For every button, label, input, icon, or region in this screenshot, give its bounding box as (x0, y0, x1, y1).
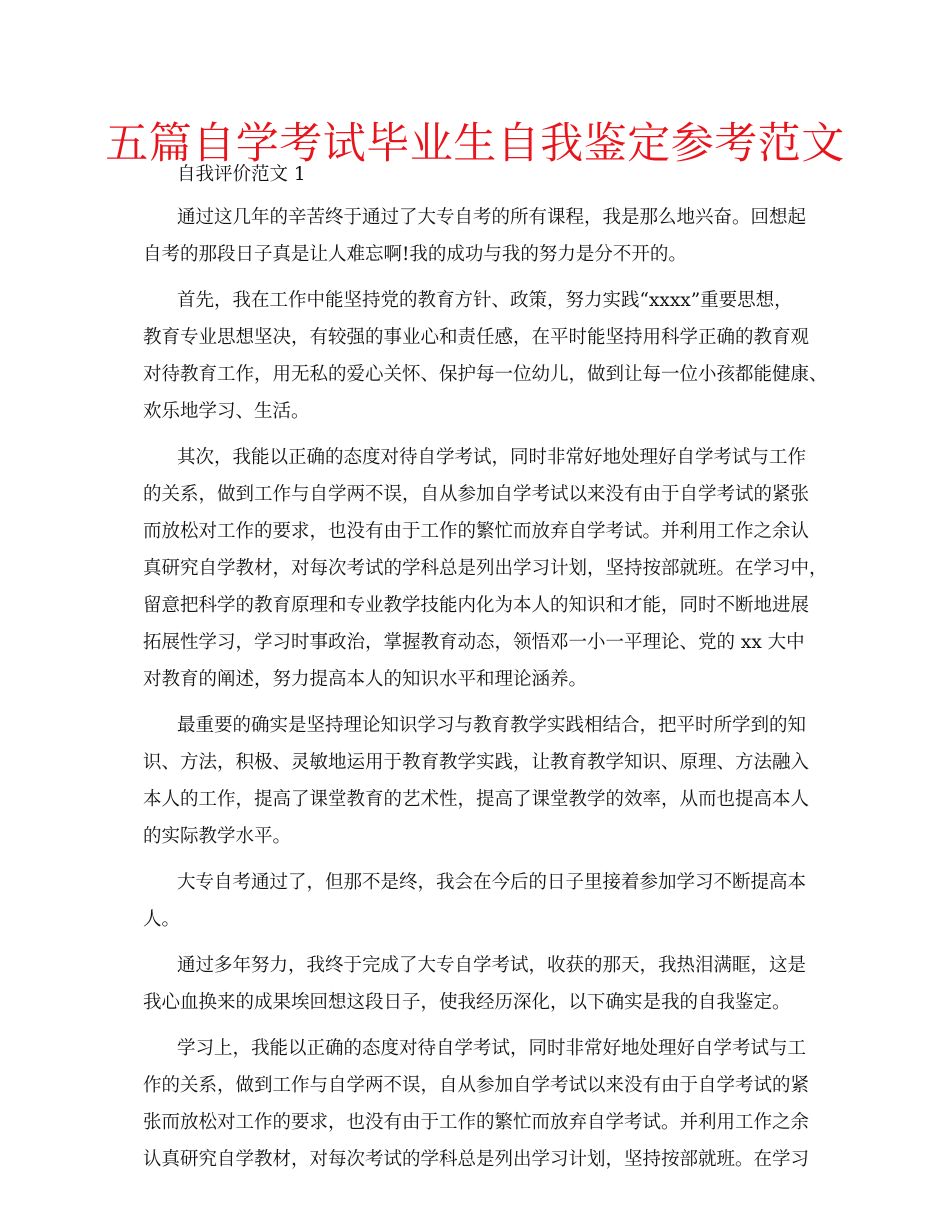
paragraph-list (143, 190, 828, 1178)
paragraph-line: 而放松对工作的要求，也没有由于工作的繁忙而放弃自学考试。并利用工作之余认 (143, 521, 810, 542)
document-title: 五篇自学考试毕业生自我鉴定参考范文 (105, 119, 845, 169)
paragraph (143, 855, 808, 938)
paragraph-line: 欢乐地学习、生活。 (143, 401, 310, 422)
paragraph-line: 教育专业思想坚决，有较强的事业心和责任感，在平时能坚持用科学正确的教育观 (143, 327, 810, 348)
paragraph-line: 通过多年努力，我终于完成了大专自学考试，收获的那天，我热泪满眶，这是 (177, 955, 807, 976)
document-body (143, 160, 828, 1178)
paragraph-line: 对教育的阐述，努力提高本人的知识水平和理论涵养。 (143, 669, 588, 690)
section-subheading: 自我评价范文 1 (177, 164, 306, 185)
paragraph (143, 698, 808, 855)
paragraph-line: 认真研究自学教材，对每次考试的学科总是列出学习计划，坚持按部就班。在学习 (143, 1149, 810, 1170)
paragraph-line: 本人的工作，提高了课堂教育的艺术性，提高了课堂教学的效率，从而也提高本人 (143, 789, 810, 810)
paragraph-line: 大专自考通过了，但那不是终，我会在今后的日子里接着参加学习不断提高本 (177, 872, 807, 893)
paragraph (143, 430, 828, 698)
paragraph (143, 1021, 808, 1178)
paragraph-line: 对待教育工作，用无私的爱心关怀、保护每一位幼儿，做到让每一位小孩都能健康、 (143, 364, 828, 385)
paragraph-line: 识、方法，积极、灵敏地运用于教育教学实践，让教育教学知识、原理、方法融入 (143, 752, 810, 773)
paragraph-line: 真研究自学教材，对每次考试的学科总是列出学习计划，坚持按部就班。在学习中， (143, 558, 828, 579)
paragraph-line: 其次，我能以正确的态度对待自学考试，同时非常好地处理好自学考试与工作 (177, 447, 807, 468)
paragraph-line: 我心血换来的成果埃回想这段日子，使我经历深化，以下确实是我的自我鉴定。 (143, 992, 791, 1013)
paragraph-line: 的实际教学水平。 (143, 826, 292, 847)
paragraph-line: 通过这几年的辛苦终于通过了大专自考的所有课程，我是那么地兴奋。回想起 (177, 207, 807, 228)
paragraph-line: 学习上，我能以正确的态度对待自学考试，同时非常好地处理好自学考试与工 (177, 1038, 807, 1059)
paragraph-line: 张而放松对工作的要求，也没有由于工作的繁忙而放弃自学考试。并利用工作之余 (143, 1112, 810, 1133)
paragraph-line: 首先，我在工作中能坚持党的教育方针、政策，努力实践“xxxx”重要思想， (177, 290, 793, 311)
paragraph (143, 938, 808, 1021)
paragraph (143, 273, 828, 430)
paragraph (143, 190, 808, 273)
paragraph-line: 拓展性学习，学习时事政治，掌握教育动态，领悟邓一小一平理论、党的 xx 大中 (143, 632, 805, 653)
paragraph-line: 最重要的确实是坚持理论知识学习与教育教学实践相结合，把平时所学到的知 (177, 715, 807, 736)
paragraph-line: 留意把科学的教育原理和专业教学技能内化为本人的知识和才能，同时不断地进展 (143, 595, 810, 616)
paragraph-line: 自考的那段日子真是让人难忘啊!我的成功与我的努力是分不开的。 (143, 244, 687, 265)
paragraph-line: 人。 (143, 909, 181, 930)
paragraph-line: 作的关系，做到工作与自学两不误，自从参加自学考试以来没有由于自学考试的紧 (143, 1075, 810, 1096)
paragraph-line: 的关系，做到工作与自学两不误，自从参加自学考试以来没有由于自学考试的紧张 (143, 484, 810, 505)
